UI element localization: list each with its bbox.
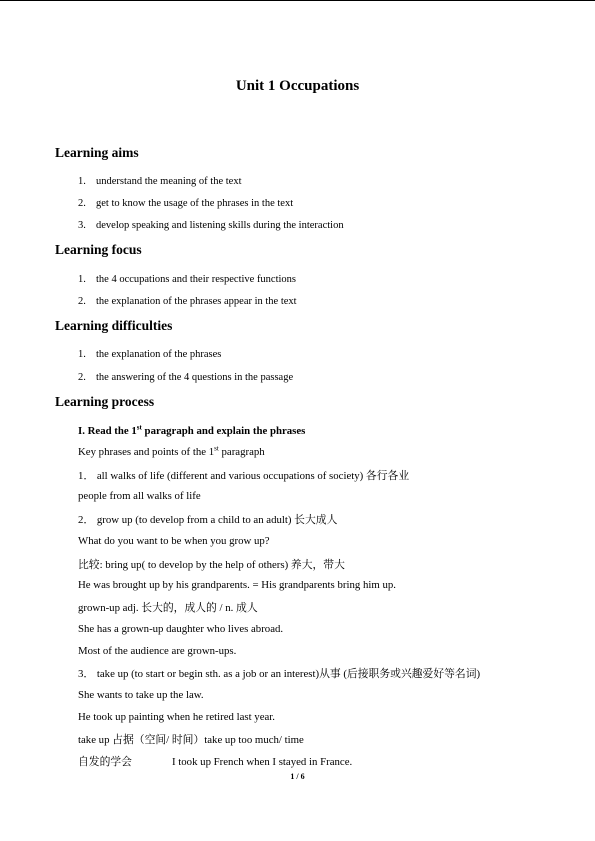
text-line: He took up painting when he retired last year.	[78, 711, 275, 723]
list-item: 2. get to know the usage of the phrases in the text	[78, 198, 294, 209]
text-line: 1． all walks of life (different and various occupations of society) 各行各业	[78, 470, 410, 482]
heading-learning-process: Learning process	[55, 394, 155, 409]
list-item: 2. the explanation of the phrases appear in the text	[78, 296, 297, 307]
heading-learning-focus: Learning focus	[55, 242, 142, 257]
page-title: Unit 1 Occupations	[235, 78, 360, 94]
page-number: 1 / 6	[290, 772, 305, 781]
list-item: 1. the 4 occupations and their respective functions	[78, 274, 297, 285]
text-line: He was brought up by his grandparents. = His grandparents bring him up.	[78, 579, 396, 591]
heading-learning-difficulties: Learning difficulties	[55, 318, 173, 333]
text-line: She has a grown-up daughter who lives abroad.	[78, 623, 284, 635]
text-line: She wants to take up the law.	[78, 689, 204, 701]
key-phrases-line: Key phrases and points of the 1st paragraph	[78, 444, 265, 458]
list-item: 3. develop speaking and listening skills during the interaction	[78, 220, 344, 231]
list-item: 1. understand the meaning of the text	[78, 176, 242, 187]
text-line: 自发的学会 I took up French when I stayed in France.	[78, 756, 353, 768]
text-line: people from all walks of life	[78, 490, 201, 502]
top-border-line	[0, 0, 595, 1]
section-heading-paragraph-1: I. Read the 1st paragraph and explain the phrases	[78, 423, 306, 437]
text-line: Most of the audience are grown-ups.	[78, 645, 237, 657]
list-item: 1. the explanation of the phrases	[78, 349, 222, 360]
text-line: What do you want to be when you grow up?	[78, 535, 270, 547]
text-line: grown-up adj. 长大的，成人的 / n. 成人	[78, 602, 258, 614]
text-line: 比较: bring up( to develop by the help of others) 养大，带大	[78, 559, 345, 571]
list-item: 2. the answering of the 4 questions in the passage	[78, 372, 294, 383]
text-line: take up 占据（空间/ 时间）take up too much/ time	[78, 734, 304, 746]
text-line: 3． take up (to start or begin sth. as a job or an interest)从事 (后接职务或兴趣爱好等名词)	[78, 668, 481, 680]
heading-learning-aims: Learning aims	[55, 145, 139, 160]
text-line: 2． grow up (to develop from a child to an adult) 长大成人	[78, 514, 338, 526]
